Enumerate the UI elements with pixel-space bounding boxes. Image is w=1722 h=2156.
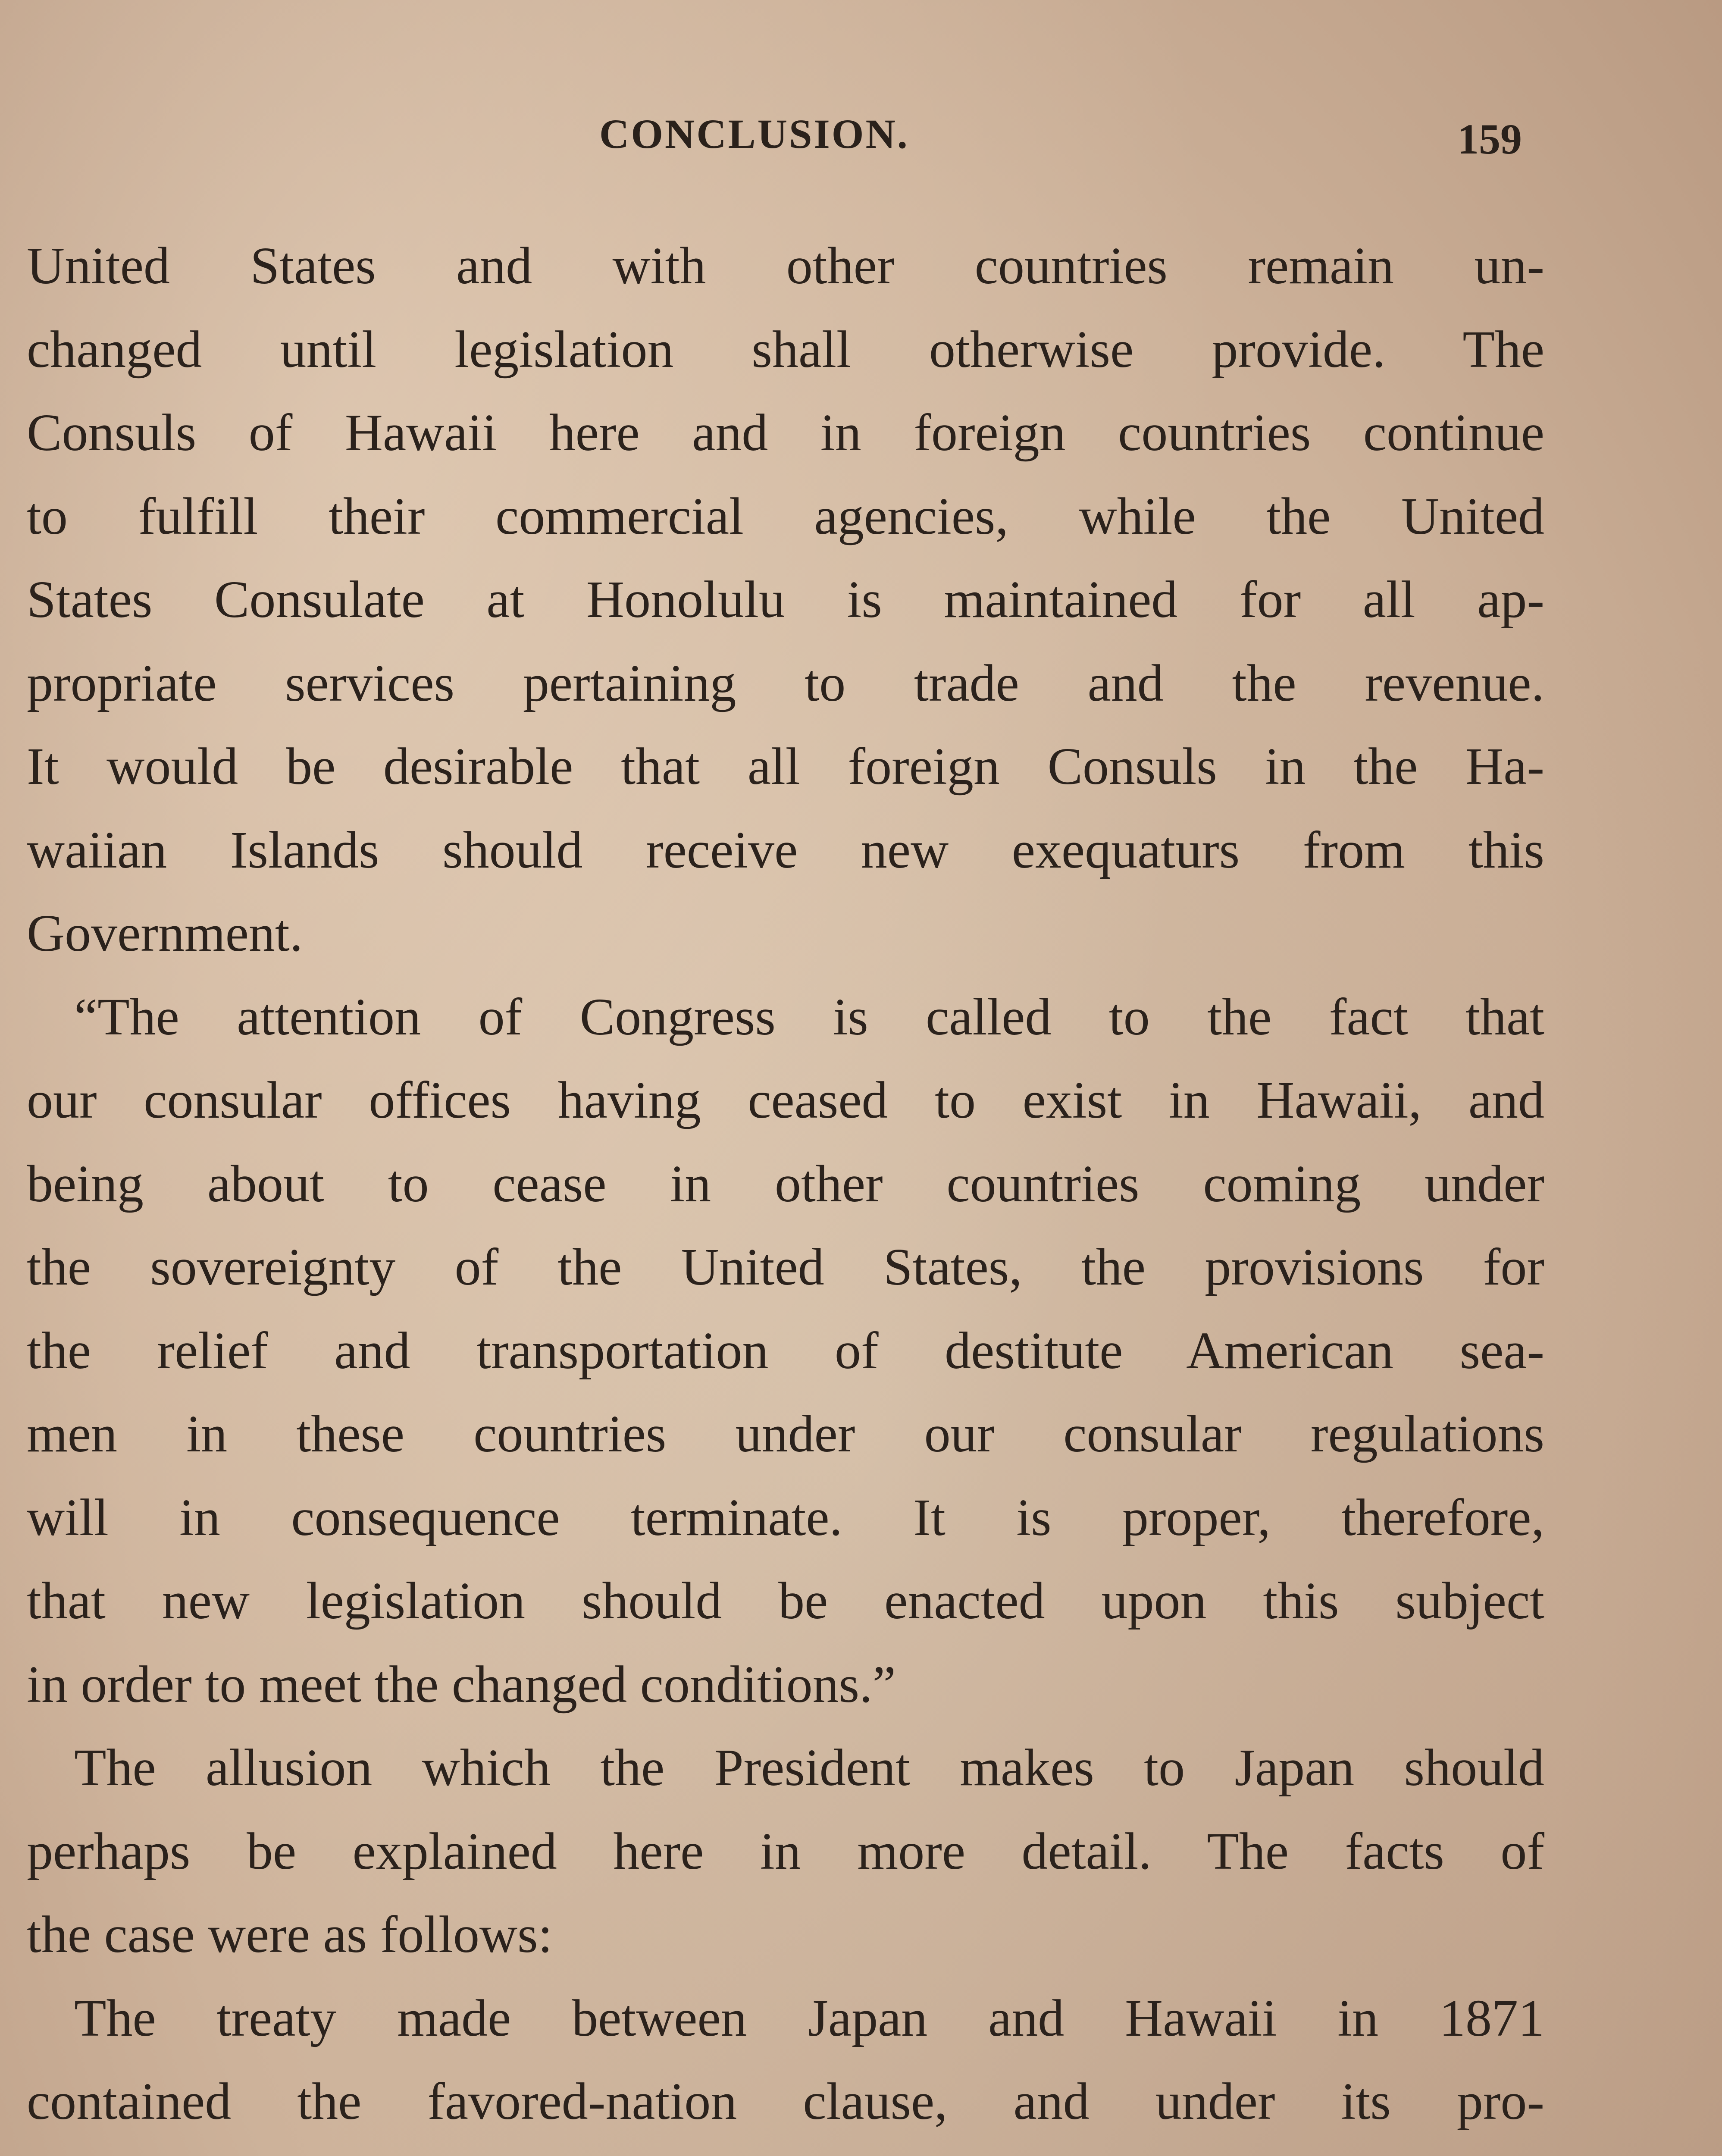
- page-number: 159: [1457, 115, 1522, 163]
- text-line: United States and with other countries remain un-: [27, 237, 1544, 295]
- text-line: will in consequence terminate. It is proper, therefore,: [27, 1488, 1544, 1547]
- text-line: waiian Islands should receive new exequaturs from this: [27, 821, 1544, 879]
- body-text: [27, 224, 1544, 2156]
- text-line: propriate services pertaining to trade and the revenue.: [27, 654, 1544, 712]
- paragraph: [27, 975, 1544, 1727]
- text-line: [27, 2143, 1544, 2156]
- text-line: perhaps be explained here in more detail. The facts of: [27, 1822, 1544, 1880]
- text-line: States Consulate at Honolulu is maintained for all ap-: [27, 570, 1544, 629]
- paragraph: [27, 224, 1544, 975]
- text-line: changed until legislation shall otherwise provide. The: [27, 320, 1544, 379]
- text-line: “The attention of Congress is called to the fact that: [74, 987, 1544, 1046]
- text-line: Consuls of Hawaii here and in foreign countries continue: [27, 404, 1544, 462]
- running-head: [0, 110, 1722, 166]
- text-line: men in these countries under our consular regulations: [27, 1405, 1544, 1463]
- text-line: to fulfill their commercial agencies, while the United: [27, 487, 1544, 545]
- text-line: The allusion which the President makes to Japan should: [74, 1739, 1544, 1797]
- text-line: Government.: [27, 904, 303, 962]
- text-line: the case were as follows:: [27, 1905, 553, 1964]
- text-line: contained the favored-nation clause, and under its pro-: [27, 2072, 1544, 2131]
- text-line: It would be desirable that all foreign Consuls in the Ha-: [27, 737, 1544, 796]
- paragraph: [27, 1726, 1544, 1977]
- text-line: being about to cease in other countries coming under: [27, 1154, 1544, 1213]
- running-title: CONCLUSION.: [599, 111, 909, 157]
- paragraph: [27, 1977, 1544, 2156]
- text-line: that new legislation should be enacted upon this subject: [27, 1572, 1544, 1630]
- text-line: the sovereignty of the United States, the provisions for: [27, 1238, 1544, 1296]
- text-line: the relief and transportation of destitute American sea-: [27, 1321, 1544, 1380]
- text-line: The treaty made between Japan and Hawaii in 1871: [74, 1989, 1544, 2047]
- text-line: our consular offices having ceased to exist in Hawaii, and: [27, 1071, 1544, 1129]
- text-line: in order to meet the changed conditions.”: [27, 1655, 896, 1714]
